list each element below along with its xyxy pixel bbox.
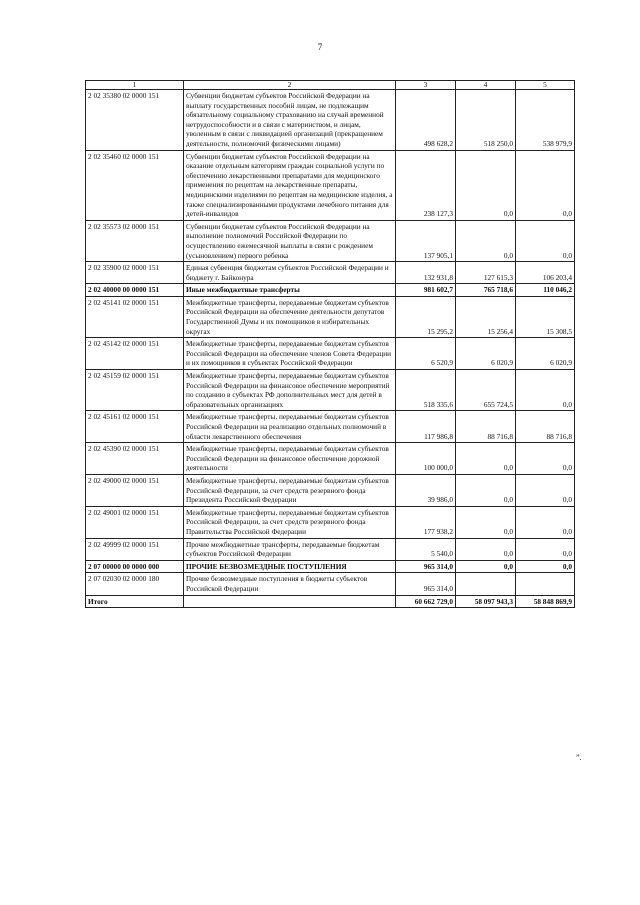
row-value-col4: 0,0 (456, 538, 516, 560)
row-value-col5: 0,0 (516, 443, 575, 475)
row-code: 2 02 49001 02 0000 151 (86, 506, 184, 538)
row-value-col4: 6 020,9 (456, 338, 516, 370)
row-value-col5: 0,0 (516, 560, 575, 573)
row-description: Единая субвенция бюджетам субъектов Российской Федерации и бюджету г. Байконура (184, 262, 396, 284)
row-value-col4: 0,0 (456, 474, 516, 506)
table-row (86, 474, 575, 506)
table-row (86, 370, 575, 411)
page-number: 7 (317, 42, 323, 52)
table-row (86, 338, 575, 370)
row-code: 2 02 45390 02 0000 151 (86, 443, 184, 475)
row-value-col3: 5 540,0 (396, 538, 456, 560)
row-value-col5: 58 848 869,9 (516, 595, 575, 608)
row-value-col3: 965 314,0 (396, 573, 456, 595)
row-code: 2 02 45161 02 0000 151 (86, 411, 184, 443)
row-description (184, 595, 396, 608)
table-row (86, 90, 575, 151)
table-row (86, 443, 575, 475)
row-description: Прочие безвозмездные поступления в бюджеты субъектов Российской Федерации (184, 573, 396, 595)
row-value-col3: 100 000,0 (396, 443, 456, 475)
row-code: 2 07 02030 02 0000 180 (86, 573, 184, 595)
table-row (86, 506, 575, 538)
row-value-col3: 965 314,0 (396, 560, 456, 573)
row-description: ПРОЧИЕ БЕЗВОЗМЕЗДНЫЕ ПОСТУПЛЕНИЯ (184, 560, 396, 573)
table-row (86, 411, 575, 443)
row-value-col4 (456, 573, 516, 595)
row-value-col4: 0,0 (456, 560, 516, 573)
row-value-col4: 88 716,8 (456, 411, 516, 443)
row-value-col5: 106 203,4 (516, 262, 575, 284)
header-col-1: 1 (86, 81, 184, 90)
row-value-col3: 39 986,0 (396, 474, 456, 506)
row-value-col3: 15 295,2 (396, 296, 456, 337)
row-code: 2 02 45142 02 0000 151 (86, 338, 184, 370)
row-value-col5: 0,0 (516, 474, 575, 506)
row-description: Межбюджетные трансферты, передаваемые бюджетам субъектов Российской Федерации на обеспечение членов Совета Федерации и их помощников в субъектах Российской Федерации (184, 338, 396, 370)
table-row (86, 296, 575, 337)
row-value-col3: 60 662 729,0 (396, 595, 456, 608)
row-description: Прочие межбюджетные трансферты, передаваемые бюджетам субъектов Российской Федерации (184, 538, 396, 560)
row-value-col5: 0,0 (516, 370, 575, 411)
row-description: Межбюджетные трансферты, передаваемые бюджетам субъектов Российской Федерации на финансовое обеспечение мероприятий по созданию в субъектах РФ дополнительных мест для детей в образовательных организациях (184, 370, 396, 411)
row-code: 2 02 45141 02 0000 151 (86, 296, 184, 337)
row-value-col3: 132 931,8 (396, 262, 456, 284)
row-value-col3: 117 986,8 (396, 411, 456, 443)
closing-quote-mark: ”. (576, 753, 582, 762)
table-row (86, 150, 575, 220)
row-value-col5: 6 020,9 (516, 338, 575, 370)
table-row (86, 573, 575, 595)
row-value-col5 (516, 573, 575, 595)
row-description: Межбюджетные трансферты, передаваемые бюджетам субъектов Российской Федерации на финансовое обеспечение дорожной деятельности (184, 443, 396, 475)
row-value-col5: 110 046,2 (516, 284, 575, 297)
row-code: 2 02 35573 02 0000 151 (86, 220, 184, 261)
row-value-col5: 0,0 (516, 506, 575, 538)
row-value-col4: 58 097 943,3 (456, 595, 516, 608)
row-value-col4: 127 615,3 (456, 262, 516, 284)
row-code: Итого (86, 595, 184, 608)
row-code: 2 02 35900 02 0000 151 (86, 262, 184, 284)
row-code: 2 02 49999 02 0000 151 (86, 538, 184, 560)
table-row (86, 560, 575, 573)
budget-table (85, 80, 575, 608)
row-value-col4: 0,0 (456, 443, 516, 475)
table-row (86, 262, 575, 284)
row-value-col5: 0,0 (516, 220, 575, 261)
row-description: Субвенции бюджетам субъектов Российской Федерации на выплату государственных пособий лицам, не подлежащим обязательному социальному страхованию на случай временной нетрудоспособности и в связи с материнством, и лицам, уволенным в связи с ликвидацией организаций (прекращением деятельности, полномочий физическими лицами) (184, 90, 396, 151)
row-description: Субвенции бюджетам субъектов Российской Федерации на оказание отдельным категориям граждан социальной услуги по обеспечению лекарственными препаратами для медицинского применения по рецептам на лекарственные препараты, медицинскими изделиями по рецептам на медицинские изделия, а также специализированными продуктами лечебного питания для детей-инвалидов (184, 150, 396, 220)
row-description: Иные межбюджетные трансферты (184, 284, 396, 297)
row-value-col5: 15 308,5 (516, 296, 575, 337)
row-description: Межбюджетные трансферты, передаваемые бюджетам субъектов Российской Федерации на обеспечение деятельности депутатов Государственной Думы и их помощников в избирательных округах (184, 296, 396, 337)
table-row (86, 538, 575, 560)
row-value-col4: 765 718,6 (456, 284, 516, 297)
row-value-col5: 0,0 (516, 538, 575, 560)
row-value-col3: 498 628,2 (396, 90, 456, 151)
table-row (86, 284, 575, 297)
row-code: 2 02 45159 02 0000 151 (86, 370, 184, 411)
row-value-col4: 655 724,5 (456, 370, 516, 411)
row-value-col4: 518 250,0 (456, 90, 516, 151)
header-col-3: 3 (396, 81, 456, 90)
row-value-col4: 0,0 (456, 220, 516, 261)
row-code: 2 02 49000 02 0000 151 (86, 474, 184, 506)
row-description: Межбюджетные трансферты, передаваемые бюджетам субъектов Российской Федерации, за счет средств резервного фонда Президента Российской Федерации (184, 474, 396, 506)
row-value-col5: 0,0 (516, 150, 575, 220)
header-col-5: 5 (516, 81, 575, 90)
row-code: 2 02 35460 02 0000 151 (86, 150, 184, 220)
row-description: Субвенции бюджетам субъектов Российской Федерации на выполнение полномочий Российской Федерации по осуществлению ежемесячной выплаты в связи с рождением (усыновлением) первого ребенка (184, 220, 396, 261)
row-code: 2 07 00000 00 0000 000 (86, 560, 184, 573)
row-value-col3: 137 905,1 (396, 220, 456, 261)
table-row (86, 220, 575, 261)
row-code: 2 02 40000 00 0000 151 (86, 284, 184, 297)
header-col-4: 4 (456, 81, 516, 90)
row-description: Межбюджетные трансферты, передаваемые бюджетам субъектов Российской Федерации, за счет средств резервного фонда Правительства Российской Федерации (184, 506, 396, 538)
row-value-col5: 538 979,9 (516, 90, 575, 151)
row-value-col3: 6 520,9 (396, 338, 456, 370)
row-value-col3: 981 602,7 (396, 284, 456, 297)
row-value-col5: 88 716,8 (516, 411, 575, 443)
header-col-2: 2 (184, 81, 396, 90)
row-value-col3: 238 127,3 (396, 150, 456, 220)
row-description: Межбюджетные трансферты, передаваемые бюджетам субъектов Российской Федерации на реализацию отдельных полномочий в области лекарственного обеспечения (184, 411, 396, 443)
row-value-col3: 177 938,2 (396, 506, 456, 538)
row-value-col4: 0,0 (456, 506, 516, 538)
row-value-col4: 15 256,4 (456, 296, 516, 337)
row-code: 2 02 35380 02 0000 151 (86, 90, 184, 151)
table-row (86, 595, 575, 608)
table-header-row (86, 81, 575, 90)
row-value-col4: 0,0 (456, 150, 516, 220)
row-value-col3: 518 335,6 (396, 370, 456, 411)
